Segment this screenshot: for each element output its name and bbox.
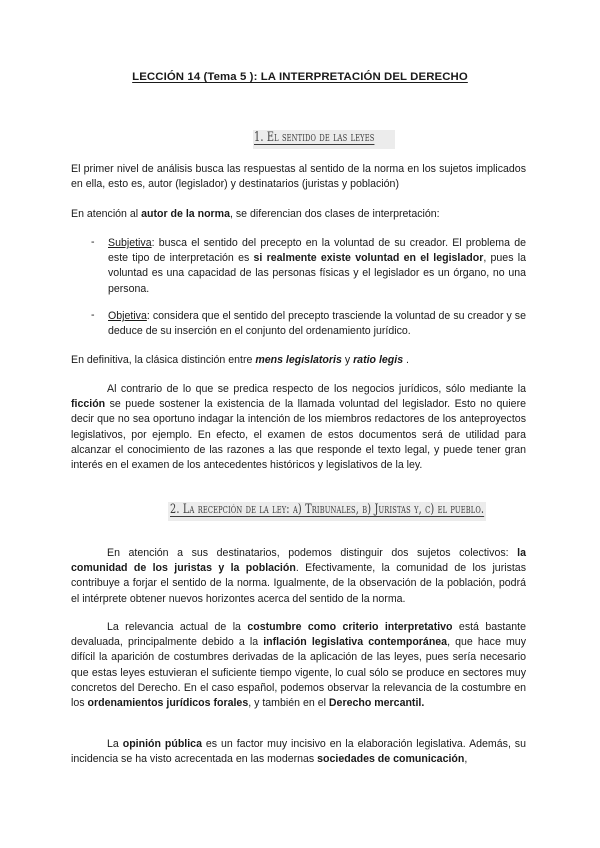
bullet-objetiva: Objetiva: considera que el sentido del precepto trasciende la voluntad de su creador y se deduce de su inserción en el conjunto del ordenamiento jurídico. bbox=[108, 310, 526, 338]
paragraph-mens-ratio: En definitiva, la clásica distinción entre mens legislatoris y ratio legis . bbox=[71, 354, 409, 366]
paragraph-opinion-publica: La opinión pública es un factor muy incisivo en la elaboración legislativa. Además, su incidencia se ha visto acrecentada en las modernas sociedades de comunicación, bbox=[71, 738, 526, 766]
bullet-subjetiva: Subjetiva: busca el sentido del precepto en la voluntad de su creador. El problema de este tipo de interpretación es si realmente existe voluntad en el legislador, pues la voluntad es una capacidad de las personas físicas y el legislador es un órgano, no una persona. bbox=[108, 237, 526, 295]
paragraph-author: En atención al autor de la norma, se diferencian dos clases de interpretación: bbox=[71, 208, 440, 220]
lesson-title: LECCIÓN 14 (Tema 5 ): LA INTERPRETACIÓN DEL DERECHO bbox=[132, 71, 468, 83]
bullet-dash-2: - bbox=[91, 309, 95, 321]
bullet-dash-1: - bbox=[91, 236, 95, 248]
paragraph-intro: El primer nivel de análisis busca las respuestas al sentido de la norma en los sujetos implicados en ella, esto es, autor (legislador) y destinatarios (juristas y población) bbox=[71, 163, 526, 191]
section-2-heading: 2. La recepción de la ley: a) Tribunales, b) Juristas y, c) el pueblo. bbox=[170, 502, 485, 517]
paragraph-ficcion: Al contrario de lo que se predica respecto de los negocios jurídicos, sólo mediante la ficción se puede sostener la existencia de la llamada voluntad del legislador. Esto no quiere decir que no sea oportuno indagar la intención de los miembros redactores de los anteproyectos legislativos, por ejemplo. En efecto, el examen de estos documentos será de utilidad para alcanzar el conocimiento de las razones a las que responde el texto legal, y puede tener gran interés en el examen de los antecedentes históricos y legislativos de la ley. bbox=[71, 383, 526, 472]
paragraph-destinatarios: En atención a sus destinatarios, podemos distinguir dos sujetos colectivos: la comunidad de los juristas y la población. Efectivamente, la comunidad de los juristas contribuye a forjar el sentido de la norma. Igualmente, de la observación de la población, podrá el intérprete obtener nuevos horizontes acerca del sentido de la norma. bbox=[71, 547, 526, 605]
paragraph-costumbre: La relevancia actual de la costumbre como criterio interpretativo está bastante devaluada, principalmente debido a la inflación legislativa contemporánea, que hace muy difícil la aparición de costumbres derivadas de la aplicación de las leyes, pues sería necesario que estas leyes estuvieran el suficiente tiempo vigente, lo cual sólo se produce en sectores muy concretos del Derecho. En el caso español, podemos observar la relevancia de la costumbre en los ordenamientos jurídicos forales, y también en el Derecho mercantil. bbox=[71, 621, 526, 710]
section-1-heading: 1. El sentido de las leyes bbox=[254, 130, 375, 145]
